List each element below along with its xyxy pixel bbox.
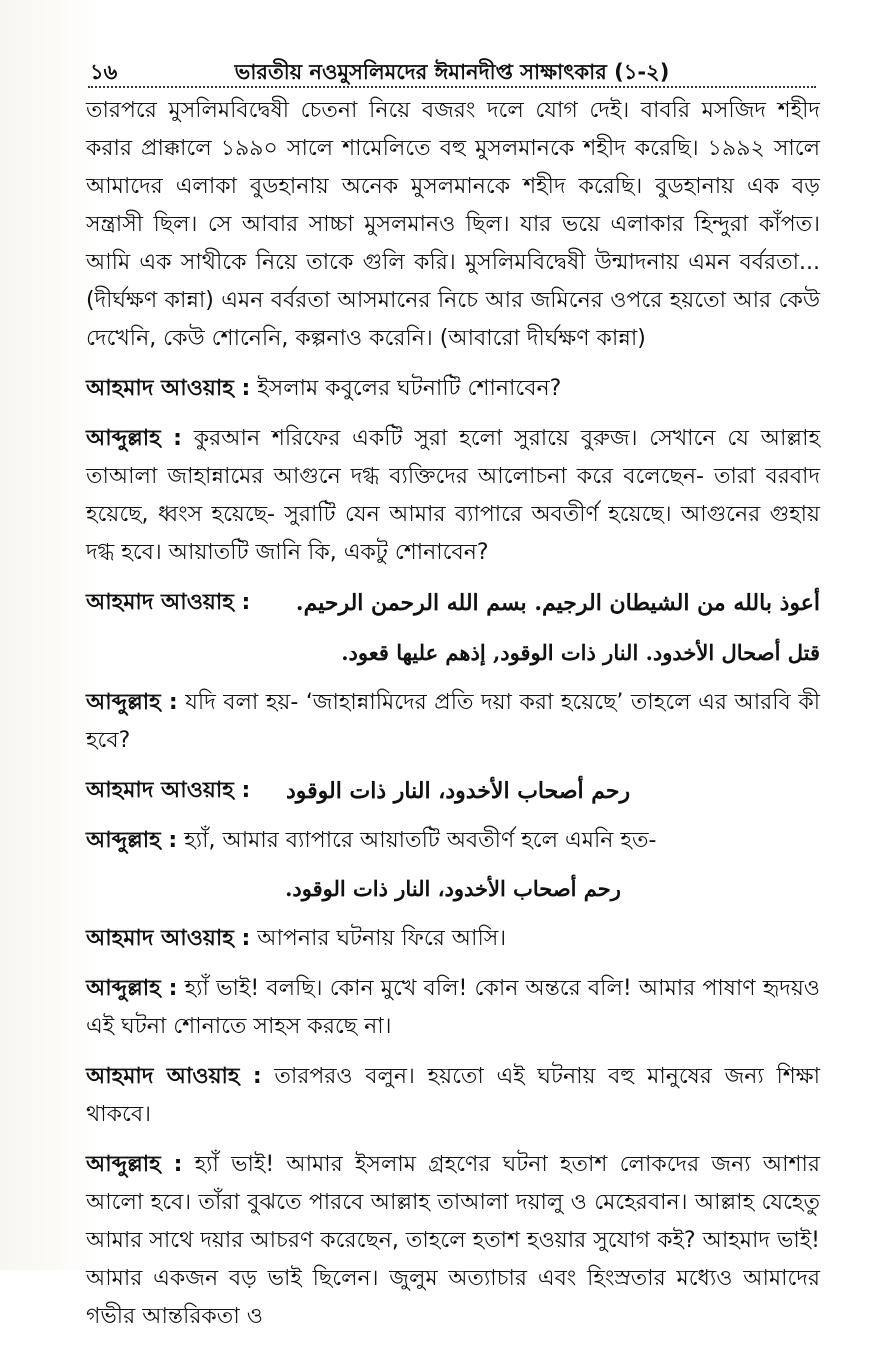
arabic-verse: أعوذ بالله من الشيطان الرجيم. بسم الله الرحمن الرحيم.: [295, 590, 820, 616]
dialogue-text: হ্যাঁ ভাই! বলছি। কোন মুখে বলি! কোন অন্তরে বলি! আমার পাষাণ হৃদয়ও এই ঘটনা শোনাতে সাহস করছে না।: [86, 976, 820, 1039]
dialogue-text: আপনার ঘটনায় ফিরে আসি।: [250, 926, 507, 951]
speaker-name: আব্দুল্লাহ :: [86, 426, 182, 451]
dialogue-line: [86, 822, 820, 860]
page-body: [86, 92, 820, 1348]
dialogue-line: [86, 684, 820, 760]
speaker-name: আব্দুল্লাহ :: [86, 976, 178, 1001]
dialogue-text: হ্যাঁ, আমার ব্যাপারে আয়াতটি অবতীর্ণ হলে এমনি হত-: [177, 828, 657, 853]
dialogue-text: হ্যাঁ ভাই! আমার ইসলাম গ্রহণের ঘটনা হতাশ লোকদের জন্য আশার আলো হবে। তাঁরা বুঝতে পারবে আল্লাহ তাআলা দয়ালু ও মেহেরবান। আল্লাহ যেহেতু আমার সাথে দয়ার আচরণ করেছেন, তাহলে হতাশ হওয়ার সুযোগ কই? আহমাদ ভাই! আমার একজন বড় ভাই ছিলেন। জুলুম অত্যাচার এবং হিংস্রতার মধ্যেও আমাদের গভীর আন্তরিকতা ও: [86, 1152, 821, 1329]
speaker-name: আহমাদ আওয়াহ :: [86, 590, 251, 615]
page-number: ১৬: [90, 60, 118, 84]
speaker-name: আহমাদ আওয়াহ :: [86, 376, 251, 401]
running-title: ভারতীয় নওমুসলিমদের ঈমানদীপ্ত সাক্ষাৎকার (১-২): [234, 60, 670, 84]
dialogue-text: কুরআন শরিফের একটি সুরা হলো সুরায়ে বুরুজ। সেখানে যে আল্লাহ তাআলা জাহান্নামের আগুনে দগ্ধ ব্যক্তিদের আলোচনা করে বলেছেন- তারা বরবাদ হয়েছে, ধ্বংস হয়েছে- সুরাটি যেন আমার ব্যাপারে অবতীর্ণ হয়েছে। আগুনের গুহায় দগ্ধ হবে। আয়াতটি জানি কি, একটু শোনাবেন?: [86, 426, 821, 565]
intro-paragraph: তারপরে মুসলিমবিদ্বেষী চেতনা নিয়ে বজরং দলে যোগ দেই। বাবরি মসজিদ শহীদ করার প্রাক্কালে ১৯৯০ সালে শামেলিতে বহু মুসলমানকে শহীদ করেছি। ১৯৯২ সালে আমাদের এলাকা বুডহানায় অনেক মুসলমানকে শহীদ করেছি। বুডহানায় এক বড় সন্ত্রাসী ছিল। সে আবার সাচ্চা মুসলমানও ছিল। যার ভয়ে এলাকার হিন্দুরা কাঁপত। আমি এক সাথীকে নিয়ে তাকে গুলি করি। মুসলিমবিদ্বেষী উন্মাদনায় এমন বর্বরতা... (দীর্ঘক্ষণ কান্না) এমন বর্বরতা আসমানের নিচে আর জমিনের ওপরে হয়তো আর কেউ দেখেনি, কেউ শোনেনি, কল্পনাও করেনি। (আবারো দীর্ঘক্ষণ কান্না): [86, 98, 820, 351]
dialogue-line: [86, 970, 820, 1046]
speaker-name: আহমাদ আওয়াহ :: [86, 1064, 262, 1089]
dialogue-line: [86, 920, 820, 958]
speaker-name: আব্দুল্লাহ :: [86, 828, 178, 853]
speaker-name: আহমাদ আওয়াহ :: [86, 926, 251, 951]
dialogue-text: ইসলাম কবুলের ঘটনাটি শোনাবেন?: [250, 376, 562, 401]
speaker-name: আব্দুল্লাহ :: [86, 1152, 183, 1177]
dialogue-line: [86, 1058, 820, 1134]
arabic-verse: رحم أصحاب الأخدود، النار ذات الوقود.: [285, 876, 621, 901]
dialogue-line: [86, 772, 820, 810]
arabic-verse: رحم أصحاب الأخدود، النار ذات الوقود: [286, 778, 631, 804]
dialogue-line: [86, 370, 820, 408]
dialogue-text: যদি বলা হয়- ‘জাহান্নামিদের প্রতি দয়া করা হয়েছে’ তাহলে এর আরবি কী হবে?: [86, 690, 821, 753]
speaker-name: আহমাদ আওয়াহ :: [86, 778, 251, 803]
dialogue-line: [86, 1146, 820, 1336]
dialogue-line: [86, 584, 820, 622]
speaker-name: আব্দুল্লাহ :: [86, 690, 178, 715]
dialogue-line: [86, 420, 820, 572]
page-header: [88, 52, 816, 88]
dialogue-text: তারপরও বলুন। হয়তো এই ঘটনায় বহু মানুষের জন্য শিক্ষা থাকবে।: [86, 1064, 820, 1127]
arabic-verse: قتل أصحال الأخدود. النار ذات الوقود, إذهم عليها قعود.: [341, 640, 820, 665]
